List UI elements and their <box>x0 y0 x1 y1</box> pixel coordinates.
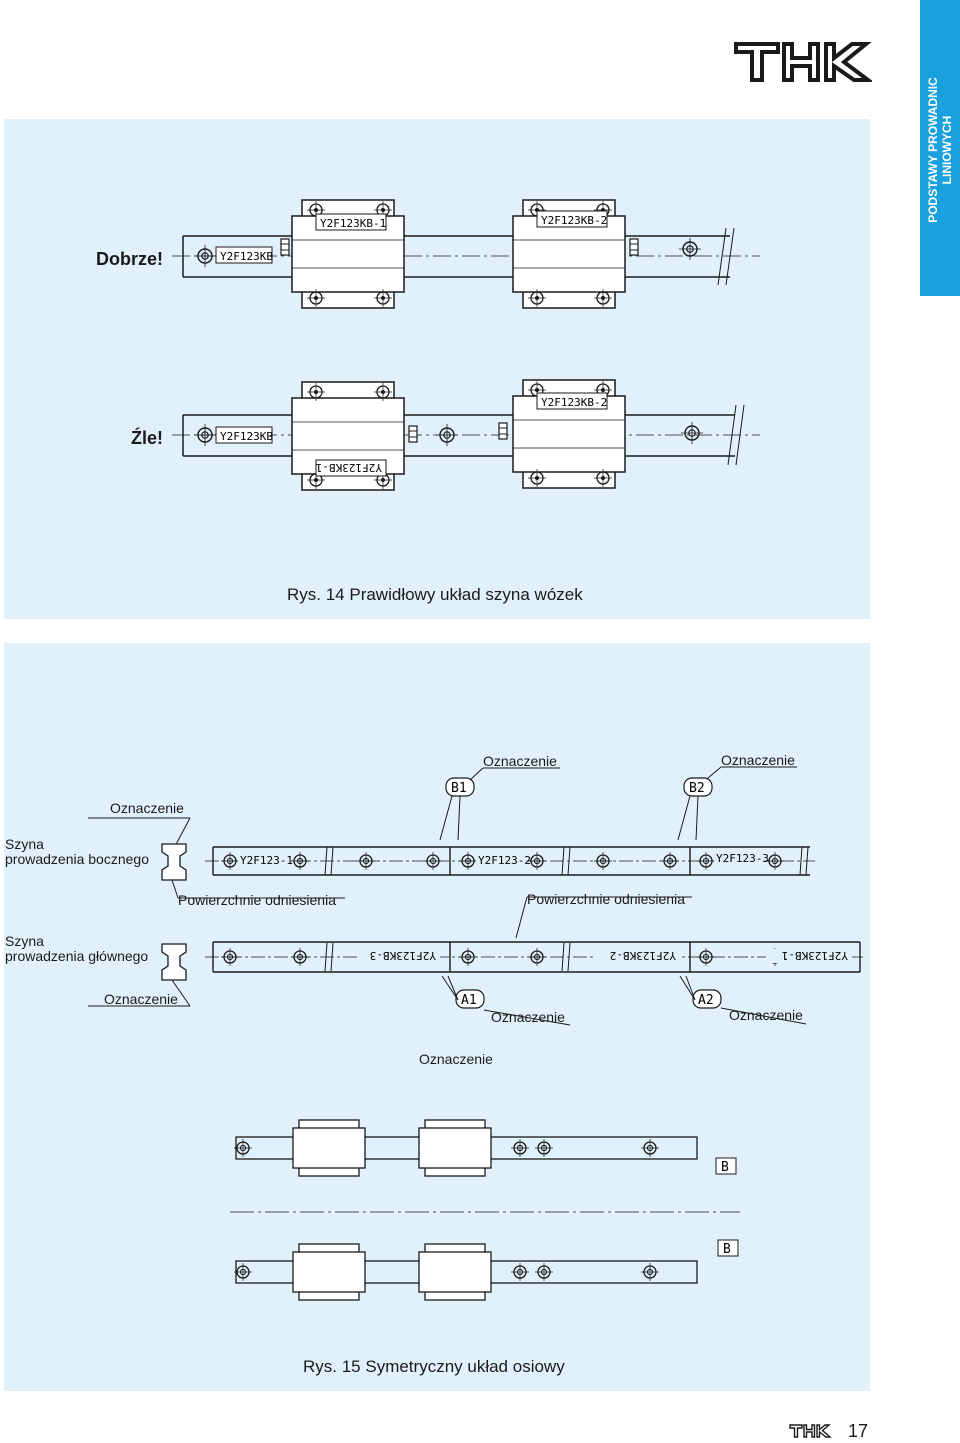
good-block1-code: Y2F123KB-1 <box>320 217 387 230</box>
good-block2-code: Y2F123KB-2 <box>541 214 608 227</box>
marker-b-lower: B <box>723 1242 731 1257</box>
good-rail-code: Y2F123KB <box>220 250 273 263</box>
side-code-2: Y2F123-2 <box>478 854 531 867</box>
lower-axis-block-1 <box>293 1244 365 1300</box>
bad-block2-code: Y2F123KB-2 <box>541 396 608 409</box>
mark-label-a2: Oznaczenie <box>729 1007 803 1023</box>
figure-15-caption: Rys. 15 Symetryczny układ osiowy <box>303 1357 565 1376</box>
bad-block1-code: Y2F123KB-1 <box>315 461 382 474</box>
main-code-2: Y2F123KB-2 <box>609 949 676 962</box>
mark-label-main: Oznaczenie <box>104 991 178 1007</box>
marker-a2: A2 <box>698 993 714 1008</box>
bad-rail-code: Y2F123KB <box>220 430 273 443</box>
bad-label: Źle! <box>131 428 164 448</box>
main-rail-label: Szyna prowadzenia głównego <box>5 933 149 964</box>
ref-surfaces-left: Powierzchnie odniesienia <box>178 892 336 908</box>
main-code-3: Y2F123KB-3 <box>369 949 436 962</box>
side-tab-label: PODSTAWY PROWADNIC LINIOWYCH <box>926 77 954 223</box>
main-code-1: Y2F123KB-1 <box>781 949 848 962</box>
good-label: Dobrze! <box>96 249 163 269</box>
upper-axis-block-2 <box>419 1120 491 1176</box>
main-rail-profile <box>162 944 186 980</box>
mark-label-side: Oznaczenie <box>110 800 184 816</box>
side-rail-profile <box>162 844 186 880</box>
mark-label-a1: Oznaczenie <box>491 1009 565 1025</box>
ref-surfaces-right: Powierzchnie odniesienia <box>527 891 685 907</box>
footer-thk-logo <box>789 1424 833 1438</box>
marker-a1: A1 <box>461 993 477 1008</box>
figure-14-caption: Rys. 14 Prawidłowy układ szyna wózek <box>287 585 583 604</box>
figure-14-drawing <box>0 0 960 640</box>
side-code-1: Y2F123-1 <box>240 854 293 867</box>
figure-15-drawing <box>0 640 960 1400</box>
mark-label-b2: Oznaczenie <box>721 752 795 768</box>
side-code-3: Y2F123-3 <box>716 852 769 865</box>
page-number: 17 <box>848 1421 869 1441</box>
marker-b2: B2 <box>689 781 705 796</box>
marker-b1: B1 <box>451 781 467 796</box>
mark-label-b1: Oznaczenie <box>483 753 557 769</box>
upper-axis-block-1 <box>293 1120 365 1176</box>
marker-b-upper: B <box>721 1160 729 1175</box>
lower-axis-block-2 <box>419 1244 491 1300</box>
mark-label-lower: Oznaczenie <box>419 1051 493 1067</box>
side-rail-label: Szyna prowadzenia bocznego <box>5 836 149 867</box>
